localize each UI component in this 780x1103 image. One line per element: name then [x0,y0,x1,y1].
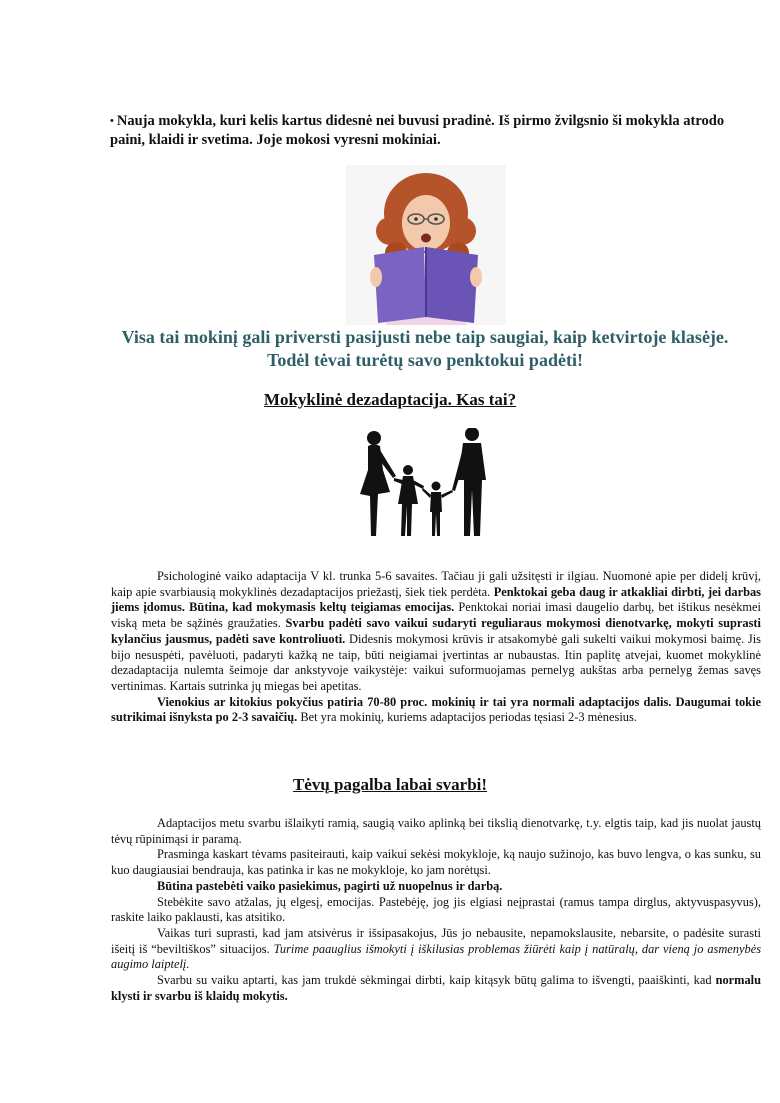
section2-paragraph [111,973,761,1004]
section2-paragraph: Prasminga kaskart tėvams pasiteirauti, kaip vaikui sekėsi mokykloje, ką naujo sužinojo, kas buvo lengva, o kas sunku, su kuo daugiausiai bendrauja, kas patinka ir kas ne mokykloje, ko jam norėtųsi. [111,847,761,878]
bullet-glyph: • [110,115,114,127]
section2-paragraph-bold: Būtina pastebėti vaiko pasiekimus, pagirti už nuopelnus ir darbą. [157,878,503,893]
section2-paragraph [111,926,761,973]
section1-body [111,569,761,726]
text-run: Psichologinė vaiko adaptacija V kl. trunka 5-6 savaites. Tačiau ji gali užsitęsti ir ilgiau. Nuomonė apie per didelį krūvį, kaip apie svarbiausią mokyklinės dezadaptacijos priežastį, šiek tiek perdėta. [111,569,761,599]
text-run-bold: normalu klysti ir svarbu iš klaidų mokytis. [111,973,761,1003]
section1-paragraph [111,569,761,695]
teal-heading-line1: Visa tai mokinį gali priversti pasijusti nebe taip saugiai, kaip ketvirtoje klasėje. [121,327,729,347]
text-run: Vaikas turi suprasti, kad jam atsivėrus ir išsipasakojus, Jūs jo nebausite, nepamokslausite, nebarsite, o padėsite surasti išeitį iš “beviltiškos” situacijos. [111,925,761,956]
teal-heading-line2: Todėl tėvai turėtų savo penktokui padėti! [267,350,583,370]
text-run-bold: Vienokius ar kitokius pokyčius patiria 70-80 proc. mokinių ir tai yra normali adaptacijos dalis. Daugumai tokie sutrikimai išnyksta po 2-3 savaičių. [111,694,761,725]
text-run-italic: Turime paauglius išmokyti į iškilusias problemas žiūrėti kaip į natūralų, dar vieną jo asmenybės augimo laiptelį. [111,941,762,972]
text-run-bold: Svarbu padėti savo vaikui sudaryti reguliaraus mokymosi dienotvarkę, mokyti suprasti kylančius jausmus, padėti save kontroliuoti. [111,616,761,646]
girl-reading-book-icon [346,165,506,325]
section1-paragraph [111,695,761,726]
section-title-dezadaptacija: Mokyklinė dezadaptacija. Kas tai? [263,390,517,409]
text-run-bold: Penktokai geba daug ir atkakliai dirbti, jei darbas jiems įdomus. Būtina, kad mokymasis keltų teigiamas emocijas. [111,584,761,615]
text-run: Bet yra mokinių, kuriems adaptacijos periodas tęsiasi 2-3 mėnesius. [297,710,637,725]
text-run: Didesnis mokymosi krūvis ir atsakomybė gali sukelti vaikui mokymosi baimę. Jis bijo nesuspėti, pavėluoti, padaryti kažką ne taip, būti neigiamai įvertintas ar nubaustas. Itin paplitę atvejai, kuomet mokyklinė dezadaptacija nulemta šeimoje dar ankstyvoje vaikystėje: vaikui suformuojamas pernelyg aukštas arba pernelyg žemas savęs vertinimas. Kartais sutrinka jų miegas bei apetitas. [111,631,761,693]
text-run: Svarbu su vaiku aptarti, kas jam trukdė sėkmingai dirbti, kaip kitąsyk būtų galima to išvengti, paaiškinti, kad [157,973,716,988]
text-run: Penktokai noriai imasi daugelio darbų, bet ištikus nesėkmei viską meta be sąžinės graužaties. [111,600,761,631]
section2-body [111,816,761,1004]
section-title-tevu-pagalba: Tėvų pagalba labai svarbi! [292,775,488,794]
family-silhouette-icon [356,428,496,540]
intro-text: Nauja mokykla, kuri kelis kartus didesnė nei buvusi pradinė. Iš pirmo žvilgsnio ši mokykla atrodo paini, klaidi ir svetima. Joje mokosi vyresni mokiniai. [110,113,725,148]
teal-heading [95,326,755,372]
intro-bullet [110,112,740,150]
section2-paragraph: Stebėkite savo atžalas, jų elgesį, emocijas. Pastebėję, jog jis elgiasi neįprastai (ramus tampa dirglus, aktyvuspasyvus), raskite laiko paklausti, kas atsitiko. [111,894,761,925]
section2-paragraph: Adaptacijos metu svarbu išlaikyti ramią, saugią vaiko aplinką bei tikslią dienotvarkę, t.y. elgtis taip, kad jis nuolat jaustų tėvų rūpinimąsi ir paramą. [111,816,761,846]
